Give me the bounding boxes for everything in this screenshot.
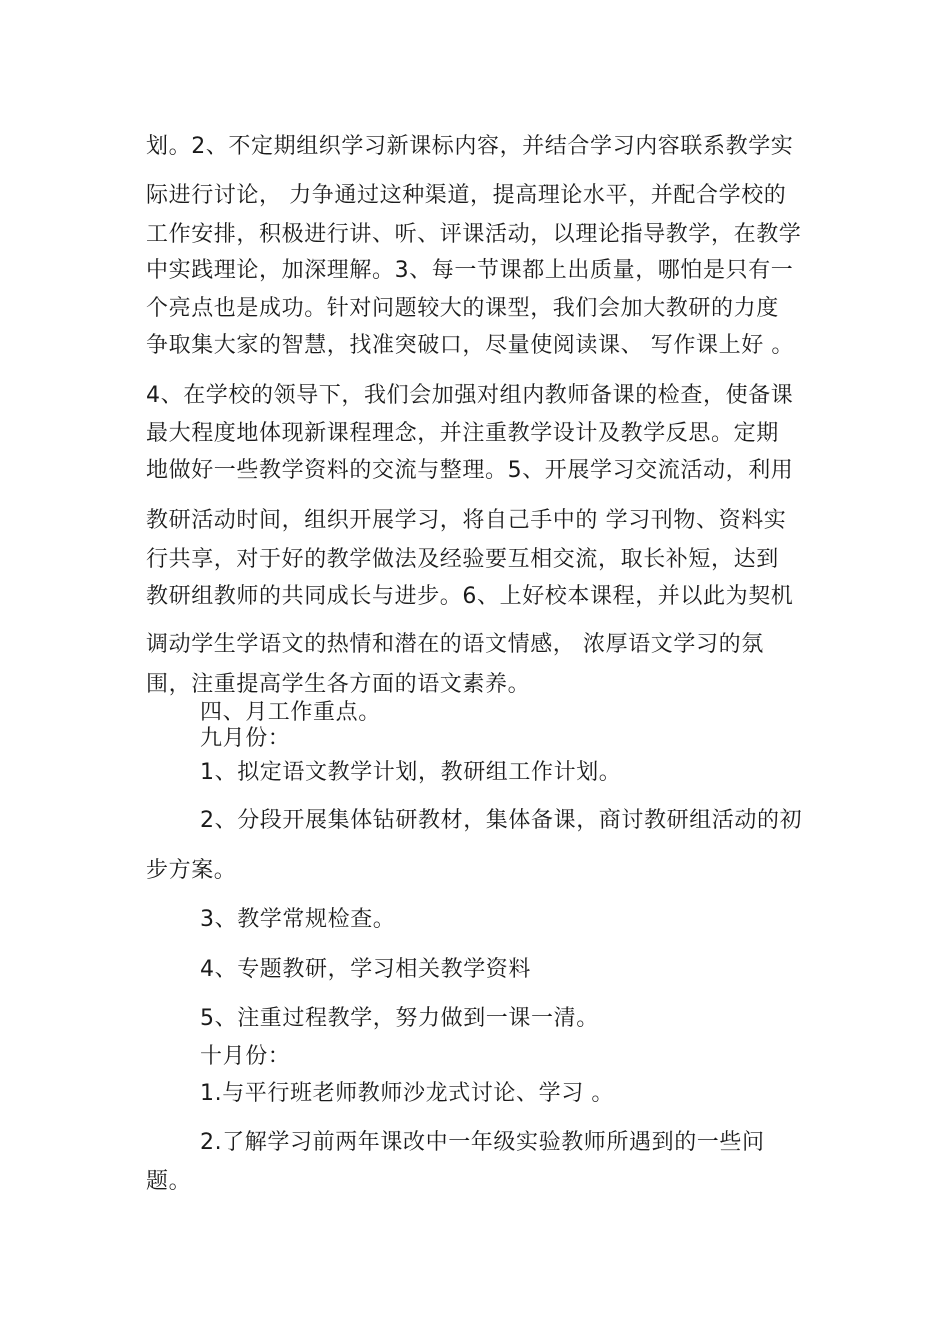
paragraph-line: 4、在学校的领导下，我们会加强对组内教师备课的检查，使备课 [146,383,794,408]
paragraph-line: 工作安排，积极进行讲、听、评课活动，以理论指导教学，在教学 [146,222,802,247]
paragraph-line: 围，注重提高学生各方面的语文素养。 [146,672,531,697]
list-item: 3、教学常规检查。 [200,907,396,932]
paragraph-line: 最大程度地体现新课程理念，并注重教学设计及教学反思。定期 [146,421,779,446]
paragraph-line: 争取集大家的智慧，找准突破口，尽量使阅读课、 写作课上好 。 [146,333,794,358]
paragraph-line: 调动学生学语文的热情和潜在的语文情感， 浓厚语文学习的氛 [146,632,764,657]
section-heading: 四、月工作重点。 [200,700,381,725]
list-item: 1.与平行班老师教师沙龙式讨论、学习 。 [200,1081,614,1106]
paragraph-line: 教研组教师的共同成长与进步。6、上好校本课程，并以此为契机 [146,584,794,609]
list-item: 5、注重过程教学，努力做到一课一清。 [200,1006,599,1031]
list-item: 2.了解学习前两年课改中一年级实验教师所遇到的一些问 [200,1130,765,1155]
list-item: 4、专题教研，学习相关教学资料 [200,957,531,982]
paragraph-line: 个亮点也是成功。针对问题较大的课型，我们会加大教研的力度 [146,296,779,321]
paragraph-line: 地做好一些教学资料的交流与整理。5、开展学习交流活动，利用 [146,458,794,483]
paragraph-line: 际进行讨论， 力争通过这种渠道，提高理论水平，并配合学校的 [146,183,787,208]
paragraph-line: 行共享，对于好的教学做法及经验要互相交流，取长补短，达到 [146,547,779,572]
paragraph-line: 中实践理论，加深理解。3、每一节课都上出质量，哪怕是只有一 [146,258,794,283]
paragraph-line: 划。2、不定期组织学习新课标内容，并结合学习内容联系教学实 [146,134,794,159]
list-item-continuation: 步方案。 [146,858,237,883]
list-item-continuation: 题。 [146,1169,192,1194]
list-item: 1、拟定语文教学计划，教研组工作计划。 [200,760,622,785]
month-heading-september: 九月份： [200,726,291,751]
list-item: 2、分段开展集体钻研教材，集体备课，商讨教研组活动的初 [200,808,803,833]
month-heading-october: 十月份： [200,1044,291,1069]
paragraph-line: 教研活动时间，组织开展学习，将自己手中的 学习刊物、资料实 [146,508,787,533]
